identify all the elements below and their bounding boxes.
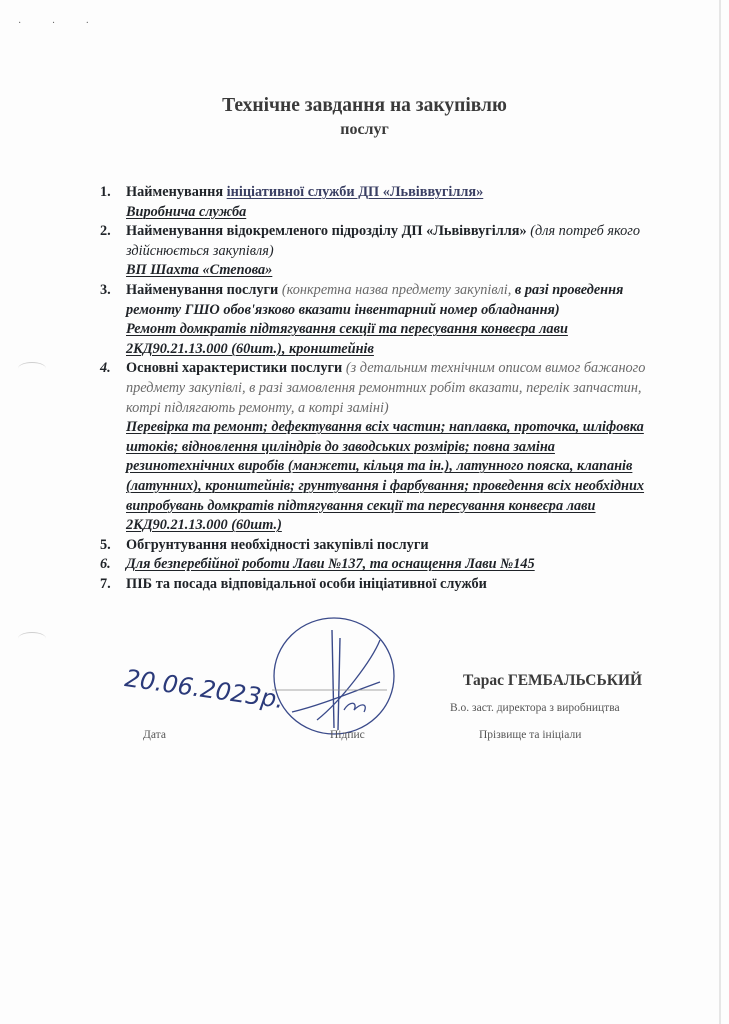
punch-hole-mark	[18, 362, 46, 375]
item-answer: ВП Шахта «Степова»	[126, 262, 273, 279]
item-answer: Для безперебійної роботи Лави №137, та оснащення Лави №145	[126, 556, 535, 573]
page-edge	[719, 0, 721, 1024]
list-item	[100, 536, 660, 556]
item-label: Найменування	[126, 184, 227, 200]
item-label: Обгрунтування необхідності закупівлі послуги	[126, 536, 429, 553]
punch-hole-mark	[18, 632, 46, 645]
item-number: 3.	[100, 281, 111, 298]
item-number: 1.	[100, 184, 111, 200]
item-answer: Ремонт домкратів підтягування секції та пересування конвеєра лави 2КД90.21.13.000 (60шт.), кронштейнів	[126, 321, 568, 357]
item-number: 5.	[100, 536, 111, 553]
handwritten-date: 20.06.2023р.	[123, 664, 286, 715]
requirements-list	[100, 183, 660, 594]
item-label: ПІБ та посада відповідальної особи ініціативної служби	[126, 575, 487, 592]
list-item	[100, 222, 660, 281]
document-title: Технічне завдання на закупівлю	[222, 95, 507, 116]
date-caption: Дата	[143, 729, 166, 741]
item-label: Найменування послуги	[126, 281, 282, 298]
item-note: (з детальним технічним описом вимог бажаного предмету закупівлі, в разі замовлення ремонтних робіт вказати, перелік запчастин, котрі підлягають ремонту, а котрі заміні)	[126, 360, 646, 416]
signature-stamp	[262, 610, 412, 740]
item-answer: Виробнича служба	[126, 203, 247, 220]
list-item	[100, 281, 660, 359]
list-item	[100, 359, 660, 535]
list-item	[100, 183, 660, 222]
item-answer: Перевірка та ремонт; дефектування всіх частин; наплавка, проточка, шліфовка штоків; відновлення циліндрів до заводських розмірів; повна заміна резинотехнічних виробів (манжети, кільця та ін.), латунного пояска, клапанів (латунних), кронштейнів; грунтування і фарбування; проведення всіх необхідних випробувань домкратів підтягування секції та пересування конвеєра лави 2КД90.21.13.000 (60шт.)	[126, 419, 645, 534]
item-number: 2.	[100, 223, 111, 240]
signatory-position: В.о. заст. директора з виробництва	[450, 702, 620, 714]
document-subtitle: послуг	[340, 121, 389, 138]
signature-caption: Підпис	[330, 729, 365, 741]
signatory-name: Тарас ГЕМБАЛЬСЬКИЙ	[463, 672, 643, 689]
scan-specks: · · ·	[18, 18, 103, 29]
item-note: (конкретна назва предмету закупівлі,	[281, 281, 515, 298]
name-caption: Прізвище та ініціали	[479, 729, 582, 741]
item-number: 6.	[100, 556, 111, 573]
list-item	[100, 555, 660, 575]
item-number: 7.	[100, 575, 111, 592]
item-note-emphasis: в разі проведення ремонту ГШО обов'язково вказати інвентарний номер обладнання)	[126, 281, 624, 318]
item-label: Найменування відокремленого підрозділу ДП «Львіввугілля»	[126, 223, 531, 240]
item-number: 4.	[100, 360, 111, 377]
item-note: (для потреб якого здійснюється закупівля)	[126, 223, 641, 259]
item-label: Основні характеристики послуги	[126, 360, 346, 377]
list-item	[100, 575, 660, 595]
item-label-underlined: ініціативної служби ДП «Львіввугілля»	[226, 184, 484, 200]
